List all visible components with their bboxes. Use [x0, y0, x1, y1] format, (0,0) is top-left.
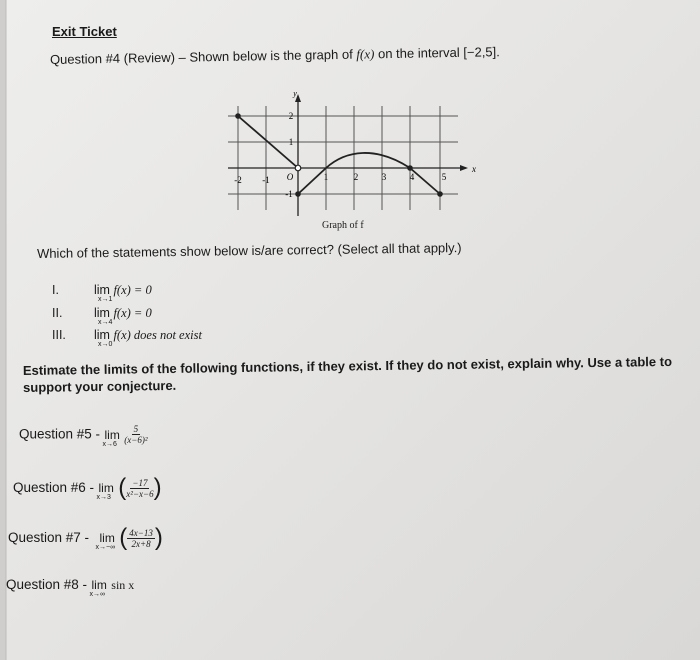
fraction: $\frac{4x-13}{2x+8}$	[129, 527, 153, 549]
endpoint-dot	[437, 191, 443, 197]
question-7: Question #7 - lim x→−∞ ( $\frac{4x-13}{2x+8}$ )	[8, 524, 163, 552]
statement-ii: II. lim f(x) = 0 x→4	[52, 306, 152, 326]
x-tick-label: 5	[441, 172, 447, 182]
endpoint-dot	[235, 113, 241, 119]
estimate-instructions: Estimate the limits of the following functions, if they exist. If they do not exist, explain why. Use a table to support your conjecture.	[22, 353, 673, 395]
fraction: $\frac{5}{\text{(x−6)²}}$	[124, 424, 148, 445]
y-tick-label: 2	[288, 111, 294, 121]
statement-i: I. lim f(x) = 0 x→1	[52, 283, 152, 303]
interval: [−2,5].	[463, 44, 500, 60]
y-tick-label: 1	[288, 137, 294, 147]
x-tick-label: 3	[381, 172, 387, 182]
open-dot	[295, 165, 301, 171]
closed-dot	[407, 165, 413, 171]
x-tick-label: 2	[353, 172, 359, 182]
paper-edge	[0, 0, 20, 660]
page-title: Exit Ticket	[52, 24, 117, 39]
x-tick-label: 1	[323, 172, 329, 182]
x-axis-label: x	[472, 164, 476, 174]
question-8: Question #8 - lim x→∞ sin x	[6, 577, 135, 598]
x-tick-label: O	[286, 172, 294, 182]
y-axis-label: y	[293, 89, 297, 98]
statement-iii: III. lim f(x) does not exist x→0	[52, 328, 202, 348]
function-notation: f(x)	[356, 46, 375, 62]
fraction: $\frac{-17}{\text{x²−x−6}}$	[126, 477, 154, 499]
x-tick-label: -2	[234, 175, 242, 185]
graph-caption: Graph of f	[322, 220, 364, 231]
x-tick-label: -1	[262, 175, 270, 185]
y-tick-label: -1	[285, 189, 293, 199]
question-5: Question #5 - lim x→6 $\frac{5}{\text{(x−6)²}}$	[19, 424, 148, 448]
question-4-text: Question #4 (Review) – Shown below is the graph of f(x) on the interval [−2,5].	[49, 44, 500, 67]
curve-right-segment	[410, 168, 440, 194]
closed-dot	[295, 191, 301, 197]
question-6: Question #6 - lim x→3 ( $\frac{-17}{\text{x²−x−6}}$ )	[13, 474, 162, 502]
function-graph	[228, 88, 488, 218]
select-prompt: Which of the statements show below is/are correct? (Select all that apply.)	[36, 240, 462, 261]
x-tick-label: 4	[409, 172, 415, 182]
